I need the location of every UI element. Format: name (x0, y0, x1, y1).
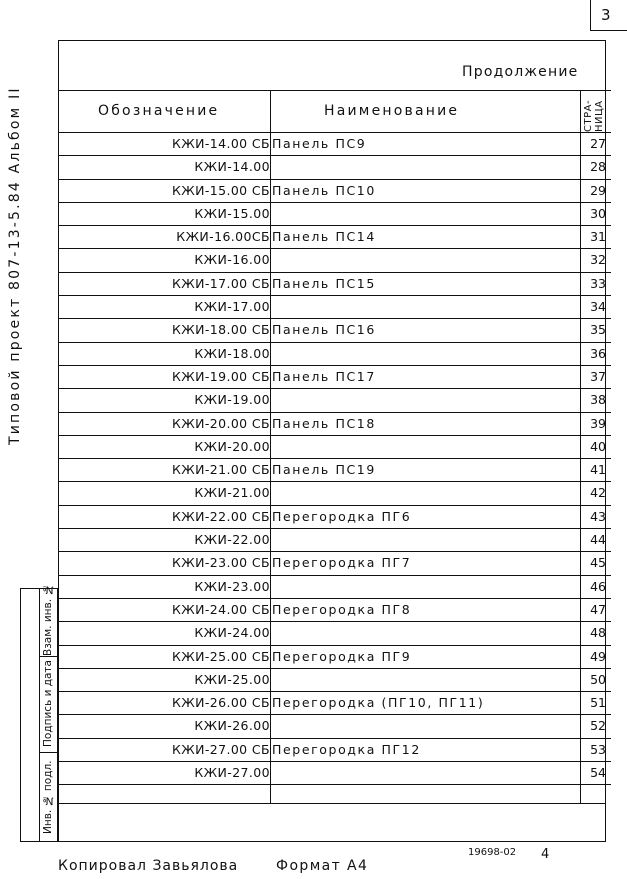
row-name: Панель ПС9 (272, 136, 367, 151)
row-name: Панель ПС14 (272, 229, 376, 245)
row-page: 28 (590, 159, 606, 175)
row-designation: КЖИ-25.00 (194, 671, 270, 687)
row-page: 29 (590, 182, 606, 198)
row-page: 37 (590, 368, 606, 384)
row-page: 39 (590, 415, 606, 431)
page-number-border (590, 0, 591, 30)
stamp-inv-podl: Инв. № подл. (42, 760, 54, 834)
row-designation: КЖИ-22.00 (194, 532, 270, 548)
row-page: 32 (590, 252, 606, 268)
row-page: 38 (590, 392, 606, 408)
row-page: 49 (590, 648, 606, 664)
row-designation: КЖИ-23.00 (194, 578, 270, 594)
table-bottom-border (58, 803, 606, 804)
table-row (58, 529, 611, 552)
table-row (58, 436, 611, 459)
row-designation: КЖИ-27.00 (194, 765, 270, 781)
table-row (58, 622, 611, 645)
row-designation: КЖИ-21.00 СБ (171, 462, 270, 478)
row-page: 36 (590, 345, 606, 361)
row-name: Панель ПС19 (272, 462, 376, 478)
row-designation: КЖИ-18.00 СБ (171, 322, 270, 338)
row-page: 31 (590, 229, 606, 245)
row-designation: КЖИ-17.00 (194, 299, 270, 315)
row-page: 34 (590, 299, 606, 315)
table-row (58, 319, 611, 342)
row-name: Перегородка ПГ7 (272, 555, 412, 571)
row-name: Перегородка ПГ8 (272, 601, 412, 617)
row-page: 50 (590, 671, 606, 687)
row-designation: КЖИ-27.00 СБ (171, 741, 270, 757)
row-designation: КЖИ-25.00 СБ (171, 648, 270, 664)
table-row (58, 366, 611, 389)
row-page: 30 (590, 205, 606, 221)
row-page: 47 (590, 601, 606, 617)
sheet-number: 4 (541, 847, 550, 862)
row-name: Перегородка ПГ9 (272, 648, 412, 664)
row-name: Панель ПС17 (272, 368, 376, 384)
table-row (58, 482, 611, 505)
row-page: 45 (590, 555, 606, 571)
table-row (58, 133, 611, 156)
table-row (58, 389, 611, 412)
row-designation: КЖИ-20.00 (194, 438, 270, 454)
table-row (58, 343, 611, 366)
row-page: 46 (590, 578, 606, 594)
table-header (58, 90, 611, 133)
stamp-podpis: Подпись и дата (42, 660, 54, 748)
row-designation: КЖИ-15.00 (194, 205, 270, 221)
row-designation: КЖИ-22.00 СБ (171, 508, 270, 524)
header-page: СТРА-НИЦА (583, 99, 605, 132)
row-name: Панель ПС10 (272, 182, 376, 198)
row-designation: КЖИ-14.00 (194, 159, 270, 175)
row-name: Перегородка ПГ6 (272, 508, 412, 524)
row-name: Панель ПС16 (272, 322, 376, 338)
row-designation: КЖИ-16.00СБ (176, 229, 270, 245)
table-row (58, 180, 611, 203)
table-row (58, 413, 611, 436)
page-number: 3 (601, 6, 611, 24)
row-designation: КЖИ-17.00 СБ (171, 275, 270, 291)
column-divider (580, 90, 581, 803)
table-row (58, 249, 611, 272)
table-row (58, 459, 611, 482)
table-row (58, 646, 611, 669)
row-designation: КЖИ-15.00 СБ (171, 182, 270, 198)
page-number-border (590, 30, 627, 31)
table-row (58, 599, 611, 622)
document-number: 19698-02 (468, 847, 517, 858)
row-name: Панель ПС15 (272, 275, 376, 291)
table-row (58, 552, 611, 575)
table-row (58, 156, 611, 179)
row-page: 41 (590, 462, 606, 478)
row-designation: КЖИ-16.00 (194, 252, 270, 268)
row-page: 54 (590, 765, 606, 781)
row-designation: КЖИ-24.00 (194, 625, 270, 641)
row-designation: КЖИ-26.00 СБ (171, 695, 270, 711)
stamp-vzam: Взам. инв. № (42, 583, 54, 656)
table-row (58, 715, 611, 738)
table-row (58, 506, 611, 529)
row-designation: КЖИ-19.00 (194, 392, 270, 408)
table-row (58, 203, 611, 226)
row-page: 51 (590, 695, 606, 711)
row-page: 35 (590, 322, 606, 338)
table-row (58, 576, 611, 599)
table-row (58, 226, 611, 249)
row-page: 40 (590, 438, 606, 454)
row-designation: КЖИ-18.00 (194, 345, 270, 361)
row-designation: КЖИ-21.00 (194, 485, 270, 501)
row-page: 43 (590, 508, 606, 524)
row-page: 44 (590, 532, 606, 548)
table-row (58, 692, 611, 715)
row-page: 27 (590, 136, 606, 151)
table-body (58, 133, 611, 785)
table-row (58, 762, 611, 785)
row-page: 53 (590, 741, 606, 757)
row-designation: КЖИ-24.00 СБ (171, 601, 270, 617)
table-row (58, 739, 611, 762)
row-page: 52 (590, 718, 606, 734)
header-name: Наименование (324, 103, 460, 119)
row-name: Панель ПС18 (272, 415, 376, 431)
row-designation: КЖИ-26.00 (194, 718, 270, 734)
row-designation: КЖИ-20.00 СБ (171, 415, 270, 431)
copied-by: Копировал Завьялова (58, 858, 239, 874)
row-name: Перегородка (ПГ10, ПГ11) (272, 695, 485, 711)
continuation-label: Продолжение (462, 64, 579, 80)
column-divider (270, 90, 271, 803)
side-title: Типовой проект 807-13-5.84 Альбом II (7, 86, 23, 445)
row-designation: КЖИ-19.00 СБ (171, 368, 270, 384)
header-designation: Обозначение (98, 103, 220, 119)
row-page: 42 (590, 485, 606, 501)
table-row (58, 273, 611, 296)
row-page: 33 (590, 275, 606, 291)
row-page: 48 (590, 625, 606, 641)
table-row (58, 296, 611, 319)
row-designation: КЖИ-14.00 СБ (171, 136, 270, 151)
table-row (58, 669, 611, 692)
contents-table (58, 90, 611, 785)
paper-format: Формат А4 (276, 858, 369, 874)
row-designation: КЖИ-23.00 СБ (171, 555, 270, 571)
row-name: Перегородка ПГ12 (272, 741, 421, 757)
